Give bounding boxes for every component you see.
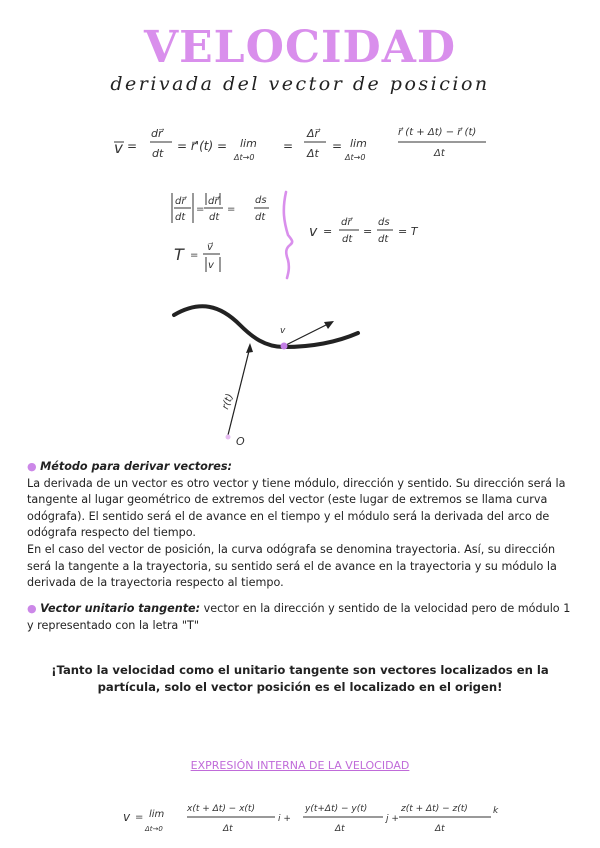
svg-text:T: T (174, 245, 184, 264)
svg-text:v: v (114, 139, 123, 157)
svg-text:=: = (127, 139, 138, 153)
svg-text:z(t + Δt) − z(t): z(t + Δt) − z(t) (401, 804, 468, 814)
section-heading: EXPRESIÓN INTERNA DE LA VELOCIDAD (190, 759, 410, 772)
svg-text:r(t): r(t) (220, 392, 236, 412)
formula-modulus-and-tangent (160, 188, 290, 283)
svg-text:=: = (227, 204, 236, 215)
page-title: VELOCIDAD (144, 22, 456, 73)
svg-text:Δt: Δt (435, 824, 445, 834)
svg-text:=: = (323, 225, 333, 238)
svg-text:y(t+Δt) − y(t): y(t+Δt) − y(t) (305, 804, 368, 814)
svg-text:lim: lim (350, 137, 367, 150)
svg-text:Δt: Δt (223, 824, 233, 834)
method-paragraph-1: La derivada de un vector es otro vector y tiene módulo, dirección y sentido. Su dirección será la tangente al lugar geométrico de extremos del vector (este lugar de extremos se llama curva odógrafa). El sentido será el de avance en el tiempo y el módulo será la derivada del arco de odógrafa respecto del tiempo. (27, 476, 566, 540)
svg-text:v⃗: v⃗ (207, 242, 213, 253)
svg-text:j +: j + (386, 814, 399, 824)
method-paragraph-2: En el caso del vector de posición, la curva odógrafa se denomina trayectoria. Así, su dirección será la tangente a la trayectoria, su sentido será el de avance en la trayectoria y su módulo la derivada de la trayectoria respecto al tiempo. (27, 542, 557, 590)
svg-text:Δt: Δt (434, 148, 445, 159)
svg-text:dr⃗: dr⃗ (175, 196, 186, 207)
page-subtitle: derivada del vector de posicion (110, 73, 490, 95)
svg-text:=: = (190, 250, 199, 261)
brace-mark (278, 190, 300, 280)
svg-text:Δt→0: Δt→0 (345, 153, 366, 162)
svg-text:= T: = T (398, 225, 418, 238)
svg-text:dt: dt (255, 212, 266, 223)
formula-velocity-definition (100, 112, 500, 172)
svg-text:Δt→0: Δt→0 (234, 153, 255, 162)
svg-text:v: v (123, 810, 131, 824)
svg-text:Δt→0: Δt→0 (145, 825, 163, 833)
svg-text:dt: dt (152, 147, 164, 160)
method-heading: Método para derivar vectores: (40, 460, 233, 473)
svg-text:lim: lim (149, 809, 165, 820)
svg-text:=: = (135, 812, 144, 823)
svg-text:=: = (196, 204, 205, 215)
bullet-icon: ● (27, 460, 37, 473)
method-section (27, 459, 575, 592)
tangent-text: vector en la dirección y sentido de la velocidad pero de módulo 1 y representado con la letra "T" (27, 602, 571, 632)
svg-text:v: v (208, 260, 214, 271)
position-vector (228, 347, 250, 435)
bullet-icon: ● (27, 602, 37, 615)
svg-text:Δr⃗: Δr⃗ (307, 127, 320, 140)
tangent-section (27, 601, 575, 634)
formula-velocity-tangent (305, 208, 425, 253)
particle-point (281, 343, 288, 350)
svg-text:dt: dt (342, 234, 353, 245)
svg-text:v: v (309, 224, 318, 240)
svg-text:dr⃗: dr⃗ (151, 127, 163, 140)
tangent-heading: Vector unitario tangente: (40, 602, 201, 615)
svg-text:i +: i + (278, 814, 291, 824)
svg-text:=: = (332, 139, 343, 153)
trajectory-curve (174, 306, 358, 347)
svg-text:ds: ds (378, 217, 390, 228)
trajectory-diagram (160, 295, 380, 455)
svg-text:ds: ds (255, 195, 267, 206)
svg-text:=: = (283, 139, 294, 153)
svg-text:Δt: Δt (335, 824, 345, 834)
svg-text:= r⃗'(t) =: = r⃗'(t) = (177, 139, 228, 153)
svg-text:O: O (236, 435, 245, 448)
formula-internal-expression (115, 795, 505, 843)
svg-text:k: k (493, 806, 499, 816)
svg-text:dt: dt (209, 212, 220, 223)
svg-text:v: v (280, 326, 286, 336)
svg-text:dr⃗: dr⃗ (341, 217, 352, 228)
svg-text:dt: dt (175, 212, 186, 223)
svg-text:dr⃗: dr⃗ (208, 196, 219, 207)
svg-text:=: = (363, 225, 373, 238)
svg-text:r⃗ (t + Δt) − r⃗ (t): r⃗ (t + Δt) − r⃗ (t) (398, 127, 477, 138)
svg-text:dt: dt (378, 234, 389, 245)
svg-text:lim: lim (240, 137, 257, 150)
svg-text:Δt: Δt (307, 147, 319, 160)
localization-note: ¡Tanto la velocidad como el unitario tangente son vectores localizados en la partícula, solo el vector posición es el localizado en el origen! (51, 663, 549, 694)
svg-text:x(t + Δt) − x(t): x(t + Δt) − x(t) (187, 804, 255, 814)
